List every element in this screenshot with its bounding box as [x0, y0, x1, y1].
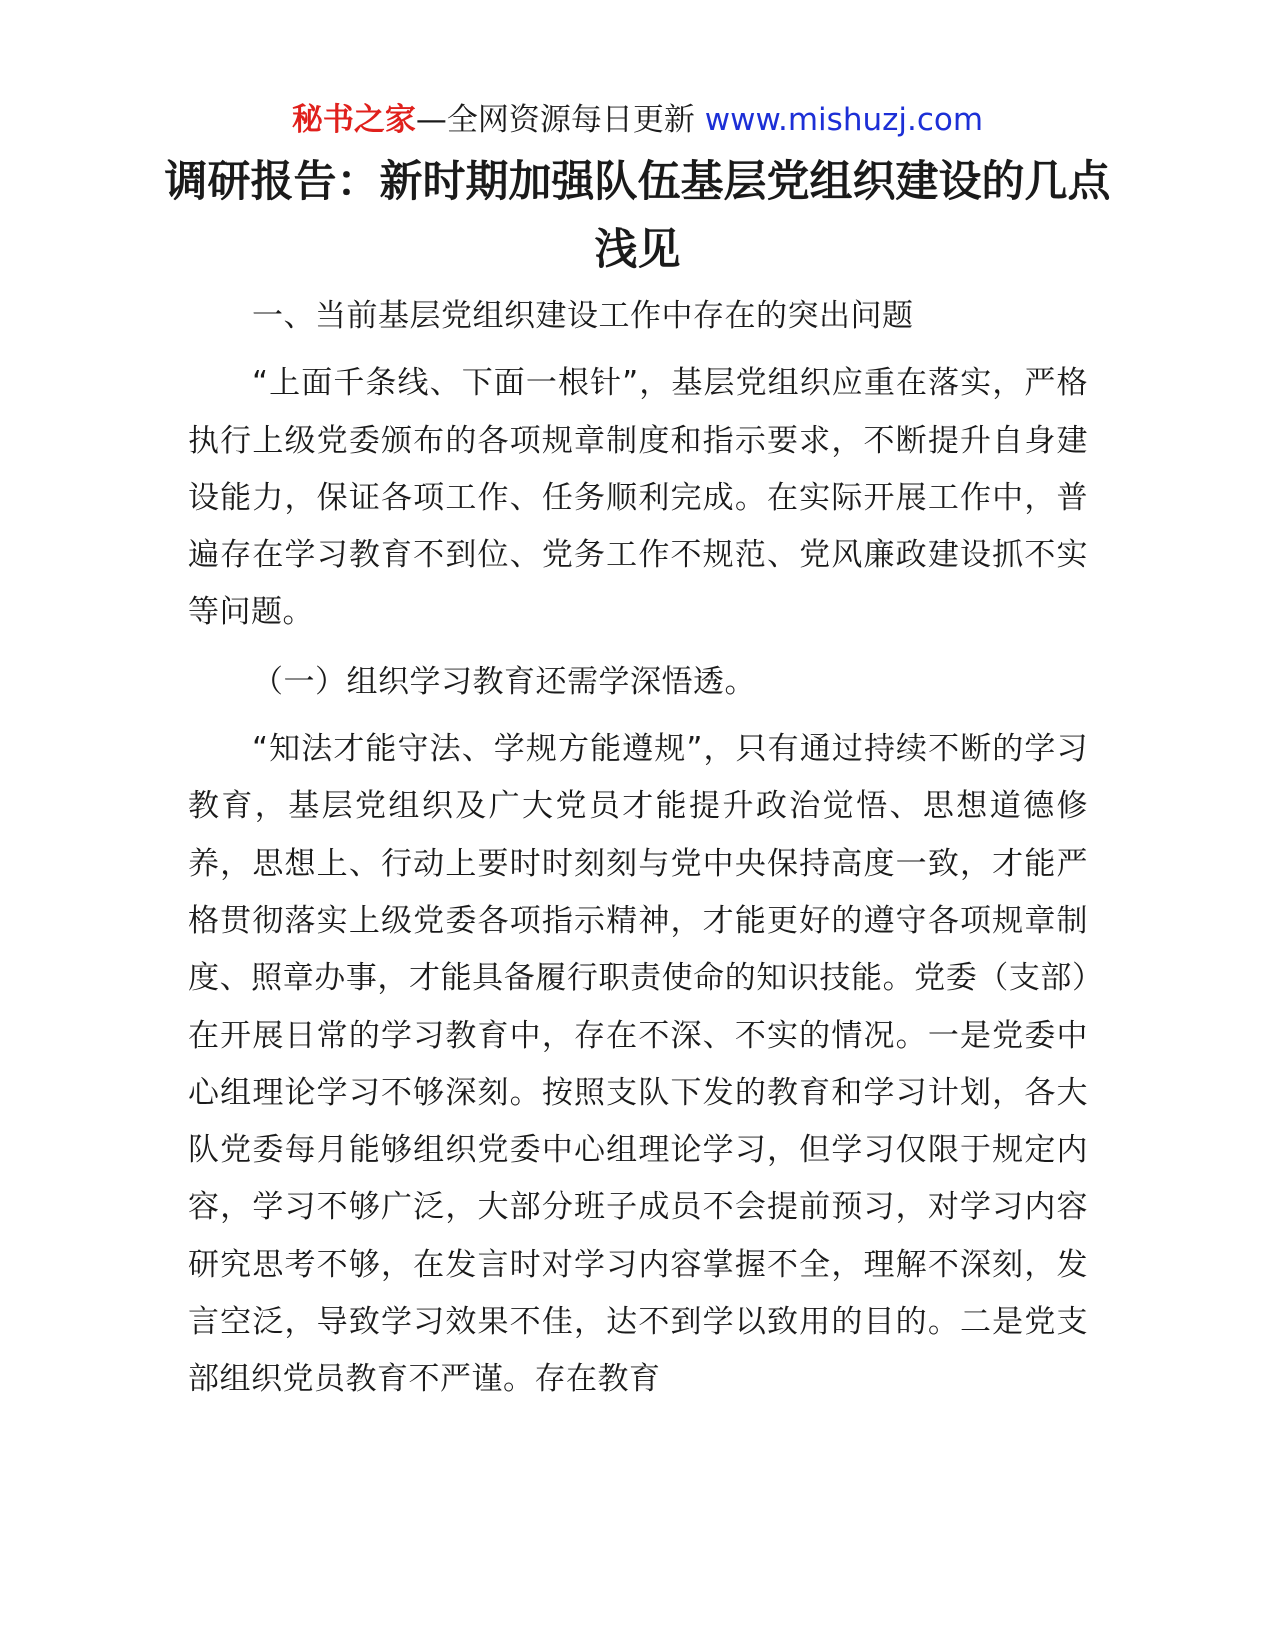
site-url-link[interactable]: www.mishuzj.com: [704, 102, 984, 138]
brand-name: 秘书之家: [291, 102, 416, 138]
document-title: 调研报告：新时期加强队伍基层党组织建设的几点浅见: [164, 157, 1111, 275]
header-tagline: —全网资源每日更新: [415, 102, 705, 138]
site-header: [0, 100, 1275, 140]
sub-heading: （一）组织学习教育还需学深悟透。: [252, 663, 756, 700]
document-body: [188, 288, 1088, 1409]
body-paragraph: “知法才能守法、学规方能遵规”，只有通过持续不断的学习教育，基层党组织及广大党员才能提升政治觉悟、思想道德修养，思想上、行动上要时时刻刻与党中央保持高度一致，才能严格贯彻落实上级党委各项指示精神，才能更好的遵守各项规章制度、照章办事，才能具备履行职责使命的知识技能。党委（支部）在开展日常的学习教育中，存在不深、不实的情况。一是党委中心组理论学习不够深刻。按照支队下发的教育和学习计划，各大队党委每月能够组织党委中心组理论学习，但学习仅限于规定内容，学习不够广泛，大部分班子成员不会提前预习，对学习内容研究思考不够，在发言时对学习内容掌握不全，理解不深刻，发言空泛，导致学习效果不佳，达不到学以致用的目的。二是党支部组织党员教育不严谨。存在教育: [188, 731, 1088, 1398]
section-heading: 一、当前基层党组织建设工作中存在的突出问题: [252, 298, 914, 334]
body-paragraph: “上面千条线、下面一根针”，基层党组织应重在落实，严格执行上级党委颁布的各项规章制度和指示要求，不断提升自身建设能力，保证各项工作、任务顺利完成。在实际开展工作中，普遍存在学习教育不到位、党务工作不规范、党风廉政建设抓不实等问题。: [188, 365, 1088, 631]
